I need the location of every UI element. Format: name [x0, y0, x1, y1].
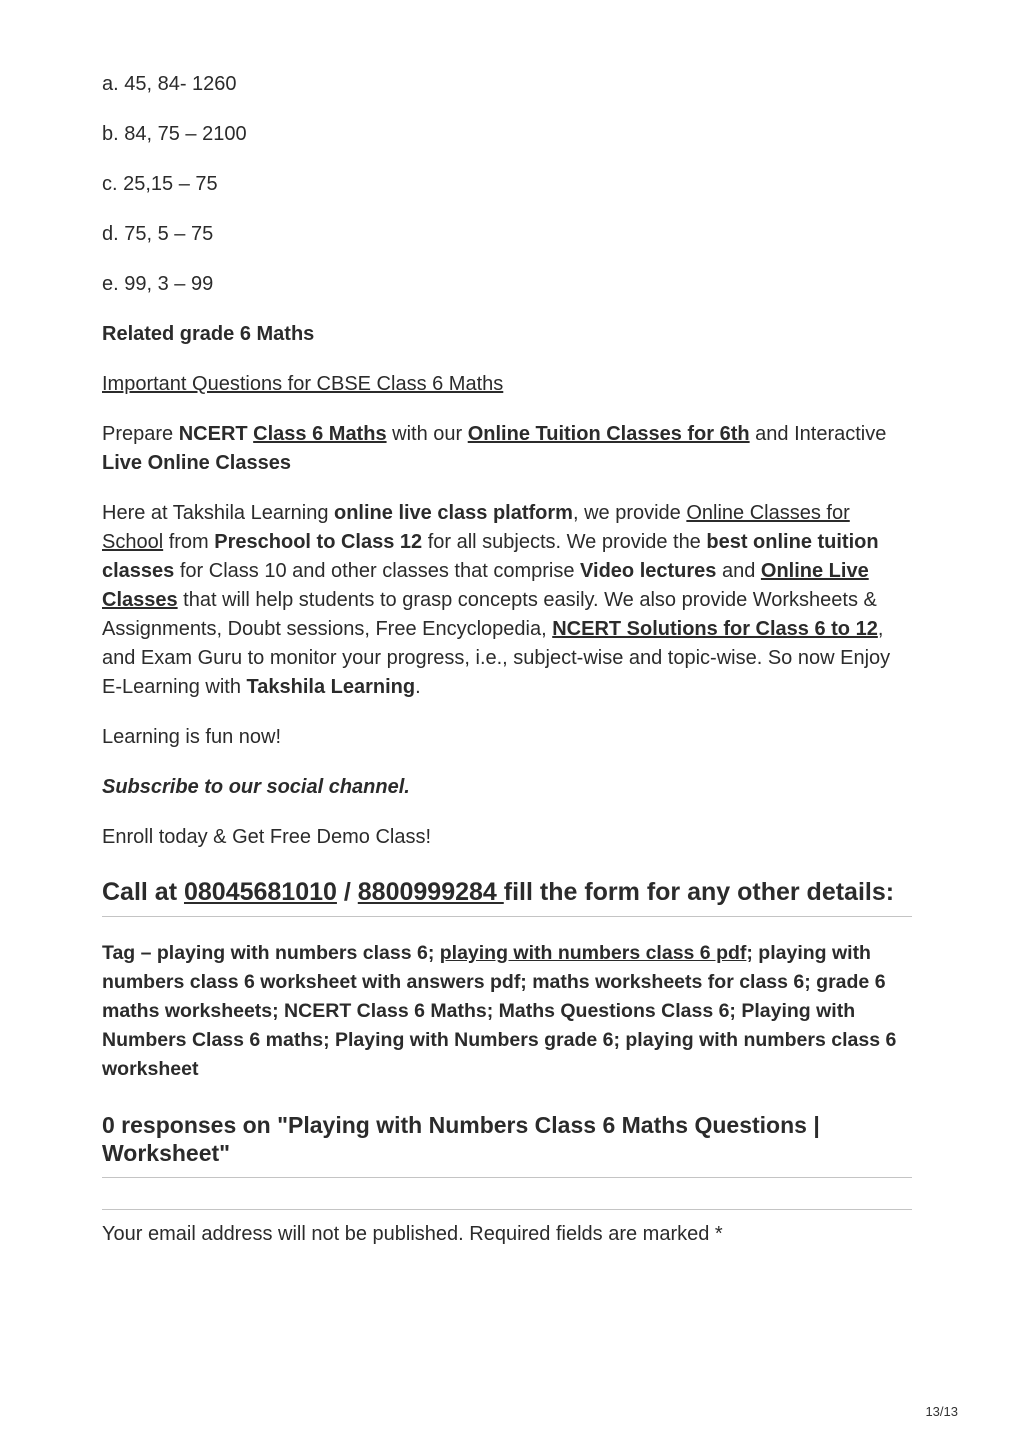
- related-heading: Related grade 6 Maths: [102, 323, 315, 345]
- phone-link-1[interactable]: 08045681010: [183, 878, 337, 906]
- class-6-maths-link[interactable]: Class 6 Maths: [253, 423, 387, 445]
- online-classes-school-link[interactable]: Online Classes for School: [102, 502, 850, 553]
- online-live-classes-link[interactable]: Online Live Classes: [102, 560, 869, 611]
- online-tuition-link[interactable]: Online Tuition Classes for 6th: [467, 423, 750, 445]
- form-divider: [102, 1209, 912, 1210]
- important-questions-link[interactable]: Important Questions for CBSE Class 6 Maths: [102, 373, 504, 395]
- tag-pdf-link[interactable]: playing with numbers class 6 pdf: [439, 942, 747, 964]
- call-heading: Call at 08045681010 / 8800999284 fill the form for any other details:: [102, 877, 912, 917]
- enroll-text: Enroll today & Get Free Demo Class!: [102, 826, 432, 848]
- ncert-solutions-link[interactable]: NCERT Solutions for Class 6 to 12: [552, 618, 878, 640]
- page-number: 13/13: [925, 1404, 958, 1419]
- email-notice: Your email address will not be published. Required fields are marked *: [102, 1223, 723, 1245]
- fun-text: Learning is fun now!: [102, 726, 282, 748]
- about-paragraph: Here at Takshila Learning online live class platform, we provide Online Classes for School from Preschool to Class 12 for all subjects. We provide the best online tuition classes for Class 10 and other classes that comprise Video lectures and Online Live Classes that will help students to grasp concepts easily. We also provide Worksheets & Assignments, Doubt sessions, Free Encyclopedia, NCERT Solutions for Class 6 to 12, and Exam Guru to monitor your progress, i.e., subject-wise and topic-wise. So now Enjoy E-Learning with Takshila Learning.: [102, 502, 891, 698]
- option-d: d. 75, 5 – 75: [102, 223, 214, 245]
- article-content: [102, 70, 912, 1249]
- phone-link-2[interactable]: 8800999284: [357, 878, 504, 906]
- option-c: c. 25,15 – 75: [102, 173, 218, 195]
- option-b: b. 84, 75 – 2100: [102, 123, 247, 145]
- tags-paragraph: Tag – playing with numbers class 6; playing with numbers class 6 pdf; playing with numbers class 6 worksheet with answers pdf; maths worksheets for class 6; grade 6 maths worksheets; NCERT Class 6 Maths; Maths Questions Class 6; Playing with Numbers Class 6 maths; Playing with Numbers grade 6; playing with numbers class 6 worksheet: [102, 942, 897, 1080]
- subscribe-text: Subscribe to our social channel.: [102, 776, 410, 798]
- option-a: a. 45, 84- 1260: [102, 73, 237, 95]
- related-link-paragraph: [102, 370, 912, 399]
- prepare-paragraph: Prepare NCERT Class 6 Maths with our Online Tuition Classes for 6th and Interactive Live Online Classes: [102, 423, 887, 474]
- option-e: e. 99, 3 – 99: [102, 273, 214, 295]
- responses-heading: 0 responses on "Playing with Numbers Class 6 Maths Questions | Worksheet": [102, 1111, 912, 1178]
